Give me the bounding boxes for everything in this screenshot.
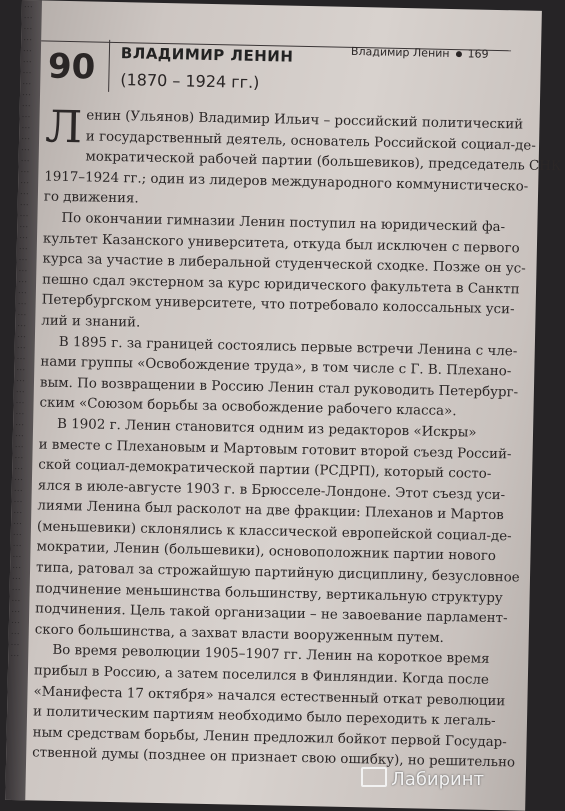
text-line: курса за участие в либеральной студенческой сходке. Позже он ус- bbox=[42, 251, 526, 277]
drop-cap: Л bbox=[44, 101, 83, 154]
text-line: В 1895 г. за границей состоялись первые встречи Ленина с чле- bbox=[58, 334, 518, 359]
page-number: 169 bbox=[467, 47, 489, 61]
adjacent-page-text: … bbox=[21, 99, 31, 110]
text-line: «Манифеста 17 октября» начался естественный откат революции bbox=[33, 684, 506, 709]
text-line: ским «Союзом борьбы за освобождение рабочего класса». bbox=[39, 395, 457, 420]
adjacent-page-text: … bbox=[12, 549, 22, 561]
adjacent-page-text: … bbox=[23, 33, 33, 44]
running-header bbox=[351, 45, 489, 61]
text-line: нами группы «Освобождение труда», в том числе с Г. В. Плехано- bbox=[40, 354, 512, 380]
adjacent-page-text: … bbox=[18, 263, 28, 275]
adjacent-page-text: … bbox=[10, 626, 20, 638]
adjacent-page-text: … bbox=[11, 582, 21, 594]
adjacent-page-text: … bbox=[12, 527, 22, 539]
adjacent-page-text: … bbox=[10, 648, 20, 660]
adjacent-page-text: … bbox=[13, 494, 23, 506]
adjacent-page-text: … bbox=[15, 373, 26, 385]
text-line: 1917–1924 гг.; один из лидеров международного коммунистическо- bbox=[44, 169, 529, 195]
text-line: мократии, Ленин (большевики), основоположник партии нового bbox=[36, 539, 497, 565]
adjacent-page-text: … bbox=[15, 417, 25, 429]
text-line: и вместе с Плехановым и Мартовым готовит второй съезд Россий- bbox=[38, 436, 512, 462]
adjacent-page-text: … bbox=[16, 329, 27, 341]
text-line: ялся в июле-августе 1903 г. в Брюсселе-Лондоне. Этот съезд уси- bbox=[37, 478, 506, 503]
adjacent-page-text: … bbox=[10, 637, 20, 649]
text-line: мократической рабочей партии (большевиков), председатель СНК bbox=[85, 149, 562, 175]
number-divider bbox=[108, 40, 110, 92]
text-line: и политическим партиям необходимо было переходить к легаль- bbox=[32, 704, 496, 730]
adjacent-page-text: … bbox=[16, 340, 26, 352]
text-line: По окончании гимназии Ленин поступил на юридический фа- bbox=[61, 210, 506, 236]
adjacent-page-text: … bbox=[18, 230, 29, 242]
adjacent-page-text: … bbox=[17, 296, 27, 308]
adjacent-page-text: … bbox=[11, 571, 22, 583]
adjacent-page-text: … bbox=[11, 593, 21, 605]
entry-title: ВЛАДИМИР ЛЕНИН bbox=[120, 44, 294, 66]
running-title: Владимир Ленин bbox=[350, 44, 450, 60]
text-line: подчинения. Цель такой организации – не завоевание парламент- bbox=[35, 601, 508, 627]
watermark bbox=[361, 767, 484, 790]
adjacent-page-text: … bbox=[11, 604, 21, 616]
adjacent-page-text: … bbox=[18, 241, 28, 253]
text-line: Петербургском университете, что потребовало колоссальных уси- bbox=[41, 292, 515, 318]
adjacent-page-text: … bbox=[14, 450, 24, 462]
adjacent-page-text: … bbox=[10, 615, 21, 627]
adjacent-page-text: … bbox=[19, 219, 29, 231]
adjacent-page-text: … bbox=[12, 538, 22, 550]
book-page bbox=[5, 0, 562, 811]
text-line: пешно сдал экстерном за курс юридического факультета в Санктп bbox=[41, 272, 520, 298]
text-line: лий и знаний. bbox=[41, 313, 141, 331]
text-line: ственной думы (позднее он признает свою ошибку), но решительно bbox=[32, 745, 516, 771]
text-line: В 1902 г. Ленин становится одним из редакторов «Искры» bbox=[56, 416, 477, 441]
text-line: подчинение меньшинства большинству, вертикальную структуру bbox=[35, 581, 503, 606]
entry-years: (1870 – 1924 гг.) bbox=[120, 70, 260, 92]
adjacent-page-text: … bbox=[22, 77, 32, 88]
book-logo-icon bbox=[361, 767, 387, 787]
text-line: Во время революции 1905–1907 гг. Ленин на короткое время bbox=[52, 643, 490, 668]
text-line: енин (Ульянов) Владимир Ильич – российский политический bbox=[86, 108, 524, 133]
adjacent-page-text: … bbox=[14, 428, 25, 440]
adjacent-page-text: … bbox=[13, 505, 23, 517]
adjacent-page-text: … bbox=[21, 132, 31, 143]
adjacent-page-text: … bbox=[14, 439, 24, 451]
text-line: культет Казанского университета, откуда был исключен с первого bbox=[42, 231, 520, 257]
adjacent-page-text: … bbox=[17, 307, 27, 319]
adjacent-page-text: … bbox=[17, 285, 28, 297]
text-line: ской социал-демократической партии (РСДРП), который состо- bbox=[38, 457, 492, 483]
adjacent-page-text: … bbox=[17, 318, 27, 330]
bullet-icon bbox=[455, 51, 461, 57]
adjacent-page-text: … bbox=[13, 483, 23, 495]
text-line: ского большинства, а захват власти вооруженным путем. bbox=[34, 622, 445, 646]
adjacent-page-text: … bbox=[19, 187, 30, 198]
watermark-text: Лабиринт bbox=[391, 769, 484, 790]
text-line: типа, ратовал за строжайшую партийную дисциплину, безусловное bbox=[35, 560, 520, 586]
adjacent-page-text: … bbox=[20, 165, 30, 176]
adjacent-page-text: … bbox=[20, 176, 30, 187]
text-line: го движения. bbox=[43, 189, 139, 207]
text-line: прибыл в Россию, а затем поселился в Финляндии. Когда после bbox=[33, 663, 490, 688]
adjacent-page-text: … bbox=[12, 560, 22, 572]
adjacent-page-text: … bbox=[19, 208, 29, 220]
adjacent-page-text: … bbox=[20, 154, 30, 165]
adjacent-page-text: … bbox=[15, 384, 25, 396]
adjacent-page-text: … bbox=[12, 516, 23, 528]
adjacent-page-text: … bbox=[23, 0, 33, 11]
adjacent-page-text: … bbox=[19, 197, 29, 209]
adjacent-page-text: … bbox=[21, 110, 31, 121]
adjacent-page-text: … bbox=[16, 351, 26, 363]
text-lines bbox=[32, 101, 562, 774]
text-line: (меньшевики) склонялись к классической европейской социал-де- bbox=[36, 519, 512, 545]
adjacent-page-text: … bbox=[20, 143, 31, 154]
adjacent-page-text: … bbox=[23, 11, 33, 22]
adjacent-page-text: … bbox=[21, 88, 32, 99]
adjacent-page-text: … bbox=[23, 22, 33, 33]
adjacent-page-text: … bbox=[21, 121, 31, 132]
adjacent-page-text: … bbox=[18, 252, 28, 264]
entry-number: 90 bbox=[47, 46, 96, 88]
text-line: лиями Ленина был расколот на две фракции: Плеханов и Мартов bbox=[37, 498, 504, 524]
adjacent-page-text: … bbox=[18, 274, 28, 286]
adjacent-page-text: … bbox=[15, 406, 25, 418]
text-line: и государственный деятель, основатель Российской социал-де- bbox=[85, 128, 536, 154]
adjacent-page-text: … bbox=[22, 55, 32, 66]
text-line: ным средствам борьбы, Ленин предложил бойкот первой Государ- bbox=[32, 725, 507, 751]
adjacent-page-text: … bbox=[15, 395, 25, 407]
text-line: вым. По возвращении в Россию Ленин стал руководить Петербург- bbox=[39, 375, 519, 401]
adjacent-page-text: … bbox=[16, 362, 26, 374]
adjacent-page-text: … bbox=[13, 472, 24, 484]
body-text bbox=[32, 101, 562, 774]
adjacent-page-text: … bbox=[22, 66, 32, 77]
adjacent-page-text: … bbox=[14, 461, 24, 473]
adjacent-page-text: … bbox=[22, 44, 33, 55]
